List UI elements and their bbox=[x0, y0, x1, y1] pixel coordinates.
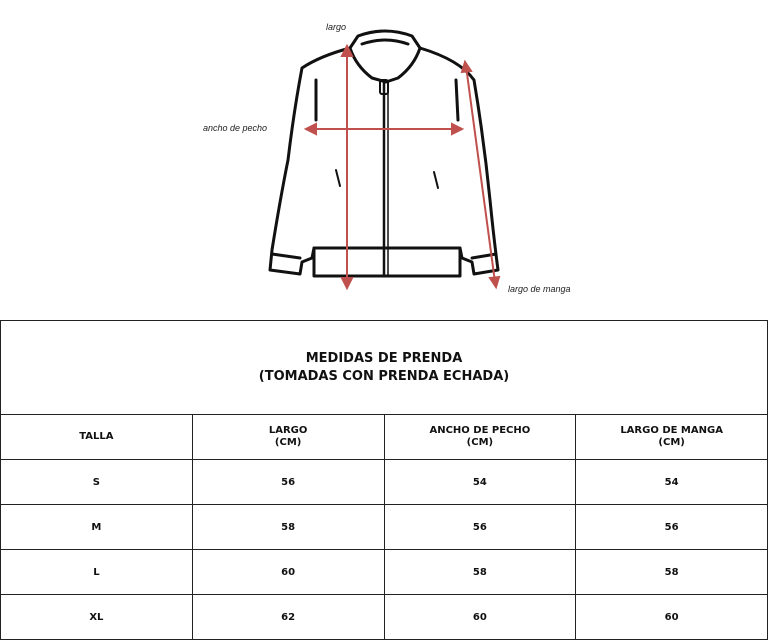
cell-manga: 58 bbox=[576, 550, 768, 595]
cell-talla: XL bbox=[1, 595, 193, 640]
table-header-row bbox=[1, 415, 768, 460]
header-ancho-unit: (CM) bbox=[466, 437, 494, 448]
label-largo-de-manga: largo de manga bbox=[508, 284, 571, 294]
cell-largo: 60 bbox=[192, 550, 384, 595]
cell-manga: 56 bbox=[576, 505, 768, 550]
header-largo-label: LARGO bbox=[268, 425, 308, 436]
jacket-collar-inner bbox=[362, 40, 408, 44]
cell-talla: M bbox=[1, 505, 193, 550]
table-row bbox=[1, 595, 768, 640]
header-talla-label: TALLA bbox=[79, 431, 114, 442]
largo-arrow-bottom bbox=[342, 278, 352, 288]
cell-largo: 58 bbox=[192, 505, 384, 550]
cell-manga: 54 bbox=[576, 460, 768, 505]
manga-arrow-top bbox=[462, 62, 471, 72]
header-manga-unit: (CM) bbox=[658, 437, 685, 448]
table-row bbox=[1, 460, 768, 505]
header-ancho-de-pecho bbox=[384, 415, 576, 460]
header-largo bbox=[192, 415, 384, 460]
table-title-line2: (TOMADAS CON PRENDA ECHADA) bbox=[258, 368, 510, 384]
cell-manga: 60 bbox=[576, 595, 768, 640]
table-title-row bbox=[1, 321, 768, 415]
cell-ancho: 56 bbox=[384, 505, 576, 550]
label-ancho-de-pecho: ancho de pecho bbox=[203, 123, 268, 133]
header-talla bbox=[1, 415, 193, 460]
ancho-arrow-left bbox=[306, 124, 316, 134]
table-row bbox=[1, 505, 768, 550]
table-title-line1: MEDIDAS DE PRENDA bbox=[305, 350, 463, 366]
right-sleeve-seam bbox=[456, 80, 458, 120]
left-cuff bbox=[272, 254, 300, 258]
cell-ancho: 58 bbox=[384, 550, 576, 595]
cell-largo: 56 bbox=[192, 460, 384, 505]
table-row bbox=[1, 550, 768, 595]
header-largo-de-manga bbox=[576, 415, 768, 460]
cell-ancho: 54 bbox=[384, 460, 576, 505]
manga-arrow-bottom bbox=[490, 277, 499, 287]
table-title bbox=[1, 321, 768, 415]
ancho-arrow-right bbox=[452, 124, 462, 134]
left-pocket bbox=[336, 170, 340, 186]
cell-largo: 62 bbox=[192, 595, 384, 640]
jacket-waistband bbox=[314, 248, 460, 276]
header-manga-label: LARGO DE MANGA bbox=[620, 425, 723, 436]
label-largo: largo bbox=[326, 22, 347, 32]
cell-ancho: 60 bbox=[384, 595, 576, 640]
cell-talla: L bbox=[1, 550, 193, 595]
right-pocket bbox=[434, 172, 438, 188]
cell-talla: S bbox=[1, 460, 193, 505]
header-largo-unit: (CM) bbox=[274, 437, 302, 448]
size-chart-table bbox=[0, 320, 768, 640]
manga-measure-line bbox=[466, 66, 495, 282]
header-ancho-label: ANCHO DE PECHO bbox=[429, 425, 531, 436]
